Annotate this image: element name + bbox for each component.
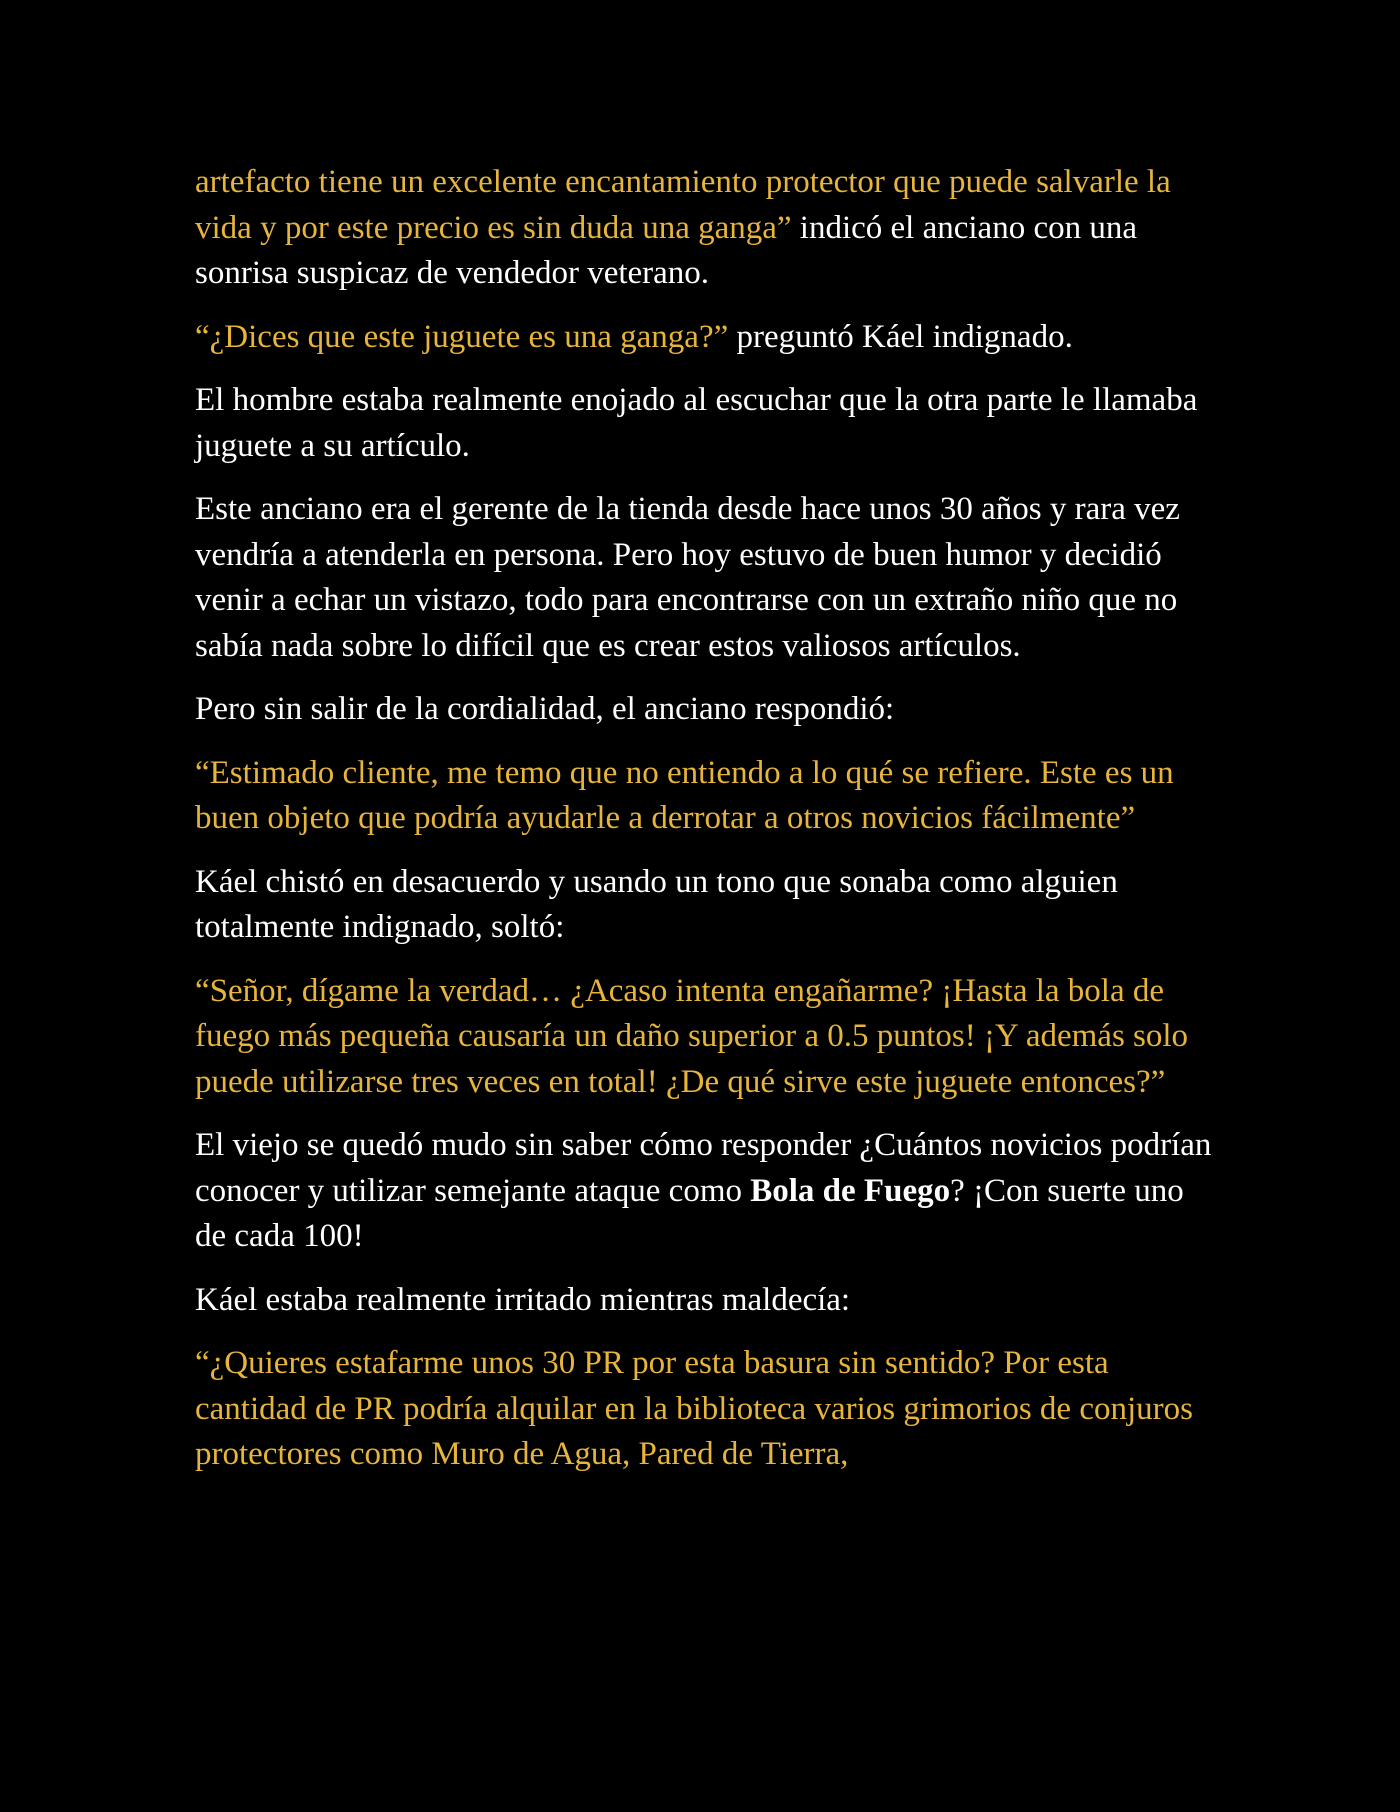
paragraph-11 — [195, 1341, 1215, 1478]
narration-text: preguntó Káel indignado. — [728, 318, 1073, 355]
paragraph-4 — [195, 487, 1215, 669]
paragraph-1 — [195, 160, 1215, 297]
dialogue-text: “Estimado cliente, me temo que no entiendo a lo qué se refiere. Este es un buen objeto que podría ayudarle a derrotar a otros novicios fácilmente” — [195, 754, 1174, 836]
paragraph-3 — [195, 378, 1215, 469]
paragraph-7 — [195, 860, 1215, 951]
bold-spell-name: Bola de Fuego — [750, 1172, 951, 1209]
dialogue-text: “¿Quieres estafarme unos 30 PR por esta basura sin sentido? Por esta cantidad de PR podría alquilar en la biblioteca varios grimorios de conjuros protectores como Muro de Agua, Pared de Tierra, — [195, 1345, 1193, 1472]
paragraph-6 — [195, 751, 1215, 842]
paragraph-9 — [195, 1123, 1215, 1260]
paragraph-8 — [195, 969, 1215, 1106]
narration-text: Káel estaba realmente irritado mientras maldecía: — [195, 1281, 851, 1318]
narration-text: Este anciano era el gerente de la tienda desde hace unos 30 años y rara vez vendría a atenderla en persona. Pero hoy estuvo de buen humor y decidió venir a echar un vistazo, todo para encontrarse con un extraño niño que no sabía nada sobre lo difícil que es crear estos valiosos artículos. — [195, 491, 1180, 664]
paragraph-10 — [195, 1278, 1215, 1324]
narration-text: Káel chistó en desacuerdo y usando un tono que sonaba como alguien totalmente indignado, soltó: — [195, 863, 1118, 945]
narration-text: Pero sin salir de la cordialidad, el anciano respondió: — [195, 691, 895, 727]
narration-text: indicó el anciano con una sonrisa suspicaz de vendedor veterano. — [195, 209, 1137, 291]
narration-text: El hombre estaba realmente enojado al escuchar que la otra parte le llamaba juguete a su artículo. — [195, 382, 1198, 464]
dialogue-text: artefacto tiene un excelente encantamiento protector que puede salvarle la vida y por este precio es sin duda una ganga” — [195, 164, 1171, 246]
paragraph-5 — [195, 687, 1215, 733]
narration-text: ? ¡Con suerte uno de cada 100! — [195, 1172, 1184, 1254]
narration-text: El viejo se quedó mudo sin saber cómo responder ¿Cuántos novicios podrían conocer y utilizar semejante ataque como — [195, 1127, 1212, 1209]
book-page-text — [195, 160, 1215, 1496]
dialogue-text: “Señor, dígame la verdad… ¿Acaso intenta engañarme? ¡Hasta la bola de fuego más pequeña causaría un daño superior a 0.5 puntos! ¡Y además solo puede utilizarse tres veces en total! ¿De qué sirve este juguete entonces?” — [195, 972, 1189, 1100]
paragraph-2 — [195, 315, 1215, 361]
dialogue-text: “¿Dices que este juguete es una ganga?” — [195, 318, 729, 355]
